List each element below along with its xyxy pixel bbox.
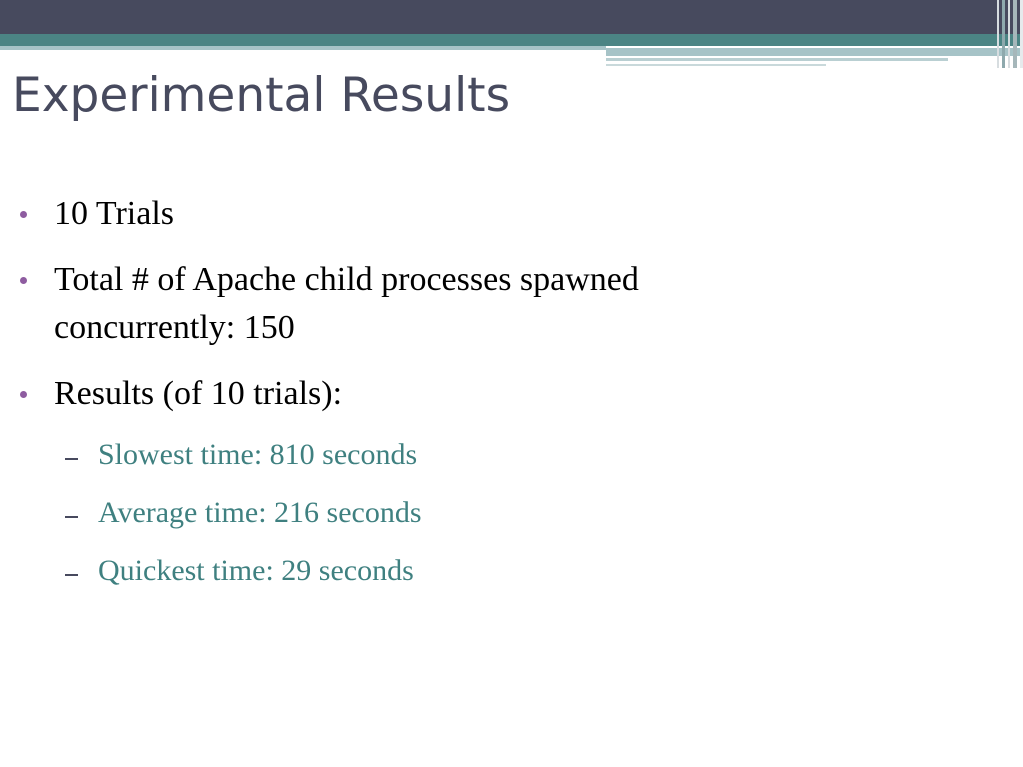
edge-stripe [997, 0, 999, 68]
edge-stripe [1008, 0, 1010, 68]
edge-stripe [1002, 0, 1005, 68]
header-ribbon-line [606, 58, 948, 61]
bullet-item [0, 190, 1000, 238]
bullet-dot-icon [20, 391, 27, 398]
header-ribbon-line [606, 64, 826, 66]
bullet-dot-icon [20, 277, 27, 284]
sub-bullet-text: Slowest time: 810 seconds [98, 438, 418, 471]
slide-title: Experimental Results [12, 68, 511, 123]
dash-icon [65, 574, 78, 576]
slide-content [0, 190, 1000, 610]
bullet-item [0, 256, 784, 352]
sub-bullet-text: Average time: 216 seconds [98, 496, 422, 529]
header-teal-band [0, 34, 1023, 46]
sub-bullet-item [0, 552, 1000, 590]
bullet-text: Results (of 10 trials): [54, 375, 343, 412]
dash-icon [65, 516, 78, 518]
edge-stripe [1013, 0, 1017, 68]
sub-bullet-text: Quickest time: 29 seconds [98, 554, 414, 587]
sub-bullet-item [0, 494, 1000, 532]
bullet-text: Total # of Apache child processes spawned concurrently: 150 [54, 261, 639, 346]
dash-icon [65, 458, 78, 460]
header-light-band [0, 46, 606, 50]
bullet-dot-icon [20, 211, 27, 218]
bullet-text: 10 Trials [54, 195, 174, 232]
header-dark-band [0, 0, 1023, 34]
header-ribbon-line [606, 48, 1023, 56]
header-edge-stripes [990, 0, 1023, 68]
bullet-item [0, 370, 1000, 418]
sub-bullet-item [0, 436, 1000, 474]
